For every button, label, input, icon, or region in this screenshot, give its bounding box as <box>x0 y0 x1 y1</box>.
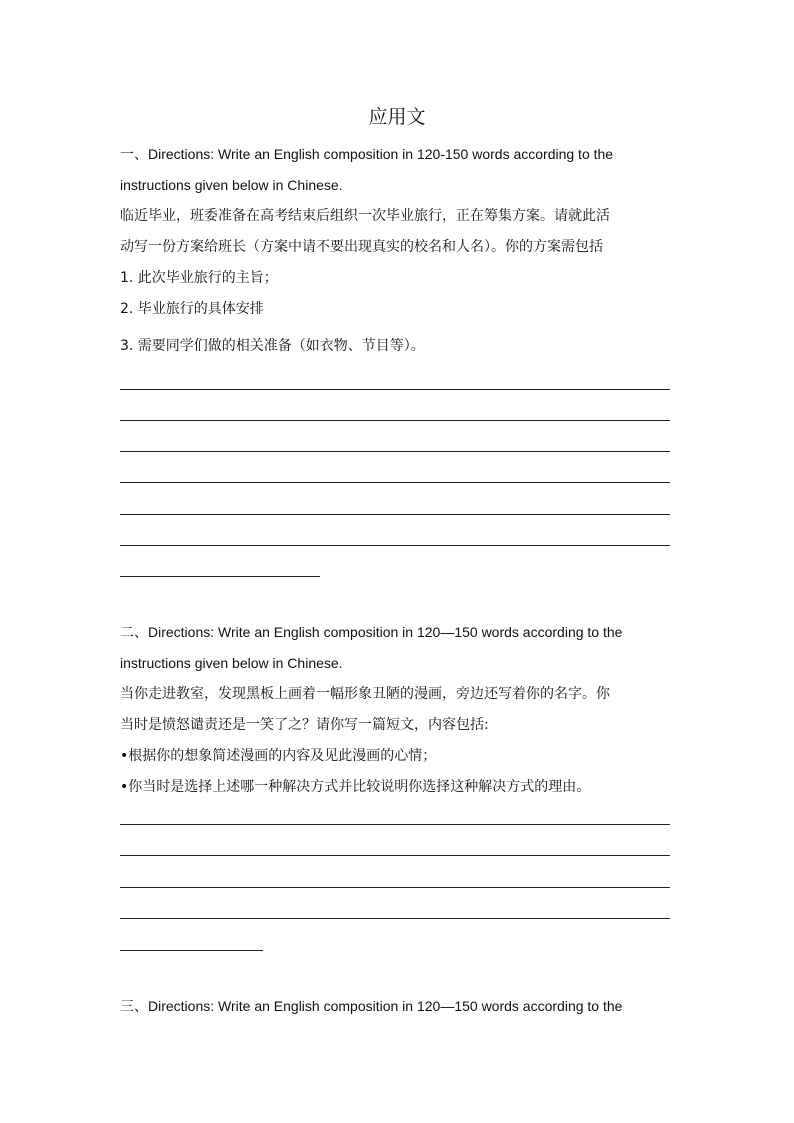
section3-directions-line1: 三、Directions: Write an English composition in 120—150 words according to the <box>120 998 623 1014</box>
section2-instruction-line2: 当时是愤怒谴责还是一笑了之？请你写一篇短文，内容包括: <box>120 717 489 733</box>
answer-line-short <box>120 950 263 951</box>
answer-line <box>120 545 670 546</box>
section2-directions-line2: instructions given below in Chinese. <box>120 655 343 671</box>
answer-line <box>120 389 670 390</box>
answer-line <box>120 855 670 856</box>
answer-line <box>120 451 670 452</box>
answer-line <box>120 420 670 421</box>
section2-directions-line1: 二、Directions: Write an English composition in 120—150 words according to the <box>120 624 623 640</box>
section1-instruction-line1: 临近毕业，班委准备在高考结束后组织一次毕业旅行，正在筹集方案。请就此活 <box>120 208 610 224</box>
section1-item-3: 3. 需要同学们做的相关准备（如衣物、节目等）。 <box>120 338 425 354</box>
section2-instruction-line1: 当你走进教室，发现黑板上画着一幅形象丑陋的漫画，旁边还写着你的名字。你 <box>120 686 610 702</box>
answer-line <box>120 887 670 888</box>
section1-item-2: 2. 毕业旅行的具体安排 <box>120 301 264 317</box>
section1-directions-line2: instructions given below in Chinese. <box>120 177 343 193</box>
section2-item-2: •你当时是选择上述哪一种解决方式并比较说明你选择这种解决方式的理由。 <box>120 779 591 795</box>
answer-line <box>120 514 670 515</box>
section1-directions-line1: 一、Directions: Write an English composition in 120-150 words according to the <box>120 146 614 162</box>
section1-instruction-line2: 动写一份方案给班长（方案中请不要出现真实的校名和人名）。你的方案需包括 <box>120 239 603 255</box>
answer-line-short <box>120 576 320 577</box>
section1-item-1: 1. 此次毕业旅行的主旨； <box>120 270 278 286</box>
answer-line <box>120 824 670 825</box>
answer-line <box>120 482 670 483</box>
section2-item-1: •根据你的想象简述漫画的内容及见此漫画的心情； <box>120 748 437 764</box>
page-title: 应用文 <box>368 106 426 128</box>
answer-line <box>120 918 670 919</box>
